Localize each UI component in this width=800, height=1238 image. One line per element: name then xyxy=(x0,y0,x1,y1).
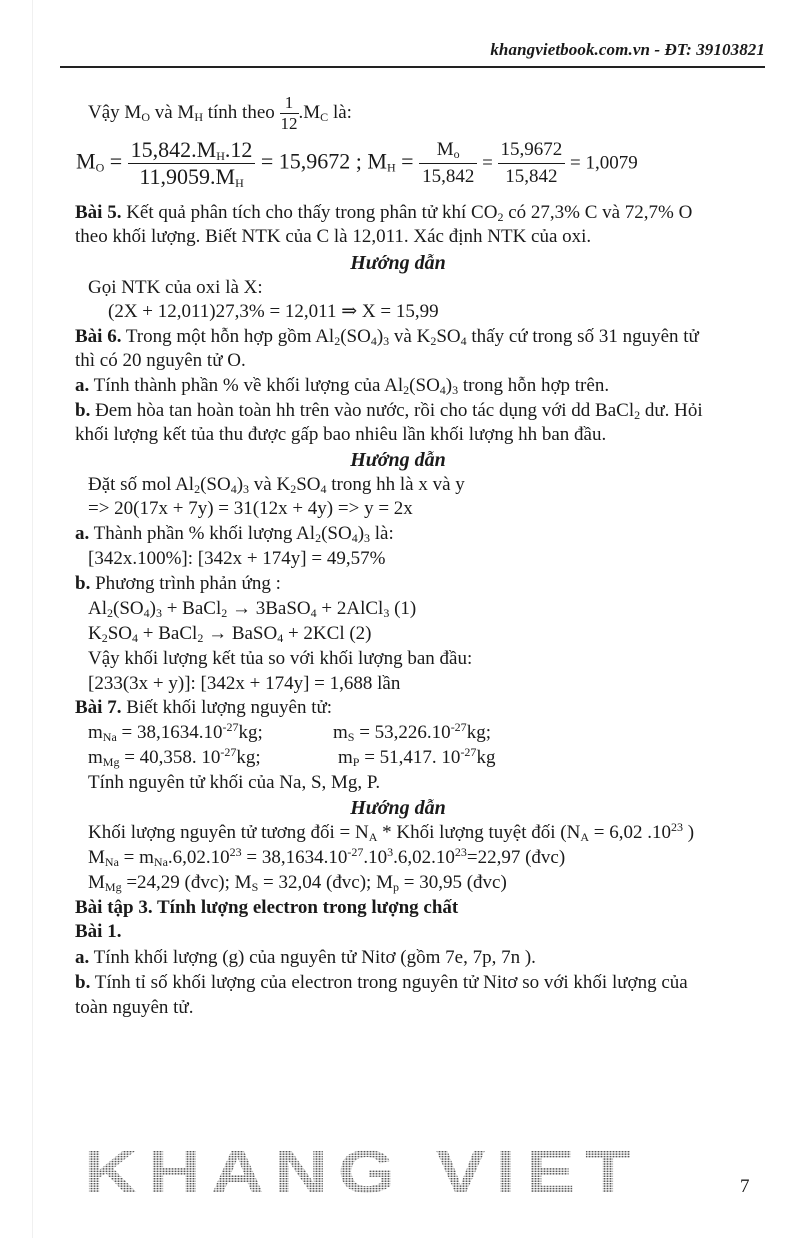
bai6-answer-a: a. Thành phần % khối lượng $Al_2(SO_4)_3$ là: xyxy=(75,523,394,545)
bai7-task: Tính nguyên tử khối của Na, S, Mg, P. xyxy=(88,772,381,793)
exercise-label: Bài 5. xyxy=(75,202,122,223)
exercise-label: Bài 7. xyxy=(75,697,122,718)
fraction-mh: $\frac{M_o}{15,842}$ xyxy=(419,137,477,190)
mass-p: $m_P = 51,417$. $10^{-27}kg$ xyxy=(338,745,496,769)
bai5-solution-2: (2X + 12,011)27,3% = 12,011 ⇒ X = 15,99 xyxy=(108,301,439,322)
fraction-one-twelfth: $\frac{1}{12}$ xyxy=(280,93,298,133)
intro-line: Vậy $M_O$ và $M_H$ tính theo $\frac{1}{12}$ $.M_C$ là: xyxy=(88,93,352,133)
page-number: 7 xyxy=(740,1176,750,1197)
bai6-solution-1: Đặt số mol $Al_2(SO_4)_3$ và $K_2SO_4$ trong hh là x và y xyxy=(88,474,465,496)
publisher-watermark: KHANG VIET xyxy=(84,1148,724,1196)
exercise-label: Bài 1. xyxy=(75,921,122,942)
bai5-line1: Bài 5. Kết quả phân tích cho thấy trong phân tử khí $CO_2$ có 27,3% C và 72,7% O xyxy=(75,202,693,224)
fraction-values: $\frac{15,9672}{15,842}$ xyxy=(498,137,566,190)
reaction-2: $K_2SO_4$ + BaCl$_2$ → BaSO$_4$ + 2KCl (2) xyxy=(88,623,372,645)
ex3-question-b: b. Tính tỉ số khối lượng của electron trong nguyên tử Nitơ so với khối lượng của xyxy=(75,972,688,993)
bai7-solution-2: $M_{Na} = m_{Na}.6,02.10^{23} = 38,1634.10^{-27}.10^3.6,02.10^{23}=22,97$ (đvc) xyxy=(88,845,566,869)
reaction-1: $Al_2(SO_4)_3$ + BaCl$_2$ → 3BaSO$_4$ + 2AlCl$_3$ (1) xyxy=(88,598,417,620)
section-title: Bài tập 3. Tính lượng electron trong lượng chất xyxy=(75,897,459,918)
guide-heading: Hướng dẫn xyxy=(350,797,446,819)
bai6-question-a: a. Tính thành phần % về khối lượng của $Al_2(SO_4)_3$ trong hỗn hợp trên. xyxy=(75,375,610,397)
bai6-question-b: b. Đem hòa tan hoàn toàn hh trên vào nước, rồi cho tác dụng với dd BaCl$_2$ dư. Hỏi xyxy=(75,400,703,422)
exercise-label: Bài 6. xyxy=(75,326,122,347)
bai6-conclusion: Vậy khối lượng kết tủa so với khối lượng ban đầu: xyxy=(88,648,473,669)
bai5-line2: theo khối lượng. Biết NTK của C là 12,011. Xác định NTK của oxi. xyxy=(75,226,592,247)
formula-mo-mh: $M_O$ = $\frac{15,842.M_H.12}{11,9059.M_H}$ = 15,9672 ; $M_H$ = $\frac{M_o}{15,842}$ = $\frac{15,9672}{15,842}$ = 1,0079 xyxy=(76,137,638,190)
guide-heading: Hướng dẫn xyxy=(350,252,446,274)
bai6-line1: Bài 6. Trong một hỗn hợp gồm $Al_2(SO_4)_3$ và $K_2SO_4$ thấy cứ trong số 31 nguyên tử xyxy=(75,326,699,348)
bai6-question-b-line2: khối lượng kết tủa thu được gấp bao nhiêu lần khối lượng hh ban đầu. xyxy=(75,424,607,445)
guide-heading: Hướng dẫn xyxy=(350,449,446,471)
page-edge xyxy=(32,0,33,1238)
publisher-site: khangvietbook.com.vn - ĐT: 39103821 xyxy=(490,40,765,59)
mass-na: $m_{Na} = 38,1634.10^{-27}kg$; xyxy=(88,720,263,744)
bai5-solution-1: Gọi NTK của oxi là X: xyxy=(88,277,263,298)
bai6-answer-a-calc: [342x.100%]: [342x + 174y] = 49,57% xyxy=(88,548,386,569)
bai6-line2: thì có 20 nguyên tử O. xyxy=(75,350,246,371)
bai7-solution-3: $M_{Mg} =24,29$ (đvc); $M_S = 32,04$ (đvc); $M_p = 30,95$ (đvc) xyxy=(88,872,507,894)
mass-mg: $m_{Mg} = 40,358$. $10^{-27}kg$; xyxy=(88,745,261,769)
fraction-mo: $\frac{15,842.M_H.12}{11,9059.M_H}$ xyxy=(128,137,256,190)
mass-s: $m_S = 53,226.10^{-27}kg$; xyxy=(333,720,491,744)
bai6-solution-2: => 20(17x + 7y) = 31(12x + 4y) => y = 2x xyxy=(88,498,413,519)
ex3-question-b-line2: toàn nguyên tử. xyxy=(75,997,194,1018)
ex3-question-a: a. Tính khối lượng (g) của nguyên tử Nitơ (gồm 7e, 7p, 7n ). xyxy=(75,947,536,968)
page-header xyxy=(60,34,765,68)
bai7-solution-1: Khối lượng nguyên tử tương đối = $N_A$ * Khối lượng tuyệt đối ($N_A = 6,02$ $.10^{23}$ ) xyxy=(88,820,695,844)
bai7-line1: Bài 7. Biết khối lượng nguyên tử: xyxy=(75,697,333,718)
bai6-answer-b: b. Phương trình phản ứng : xyxy=(75,573,281,594)
bai6-answer-b-calc: [233(3x + y)]: [342x + 174y] = 1,688 lần xyxy=(88,673,401,694)
